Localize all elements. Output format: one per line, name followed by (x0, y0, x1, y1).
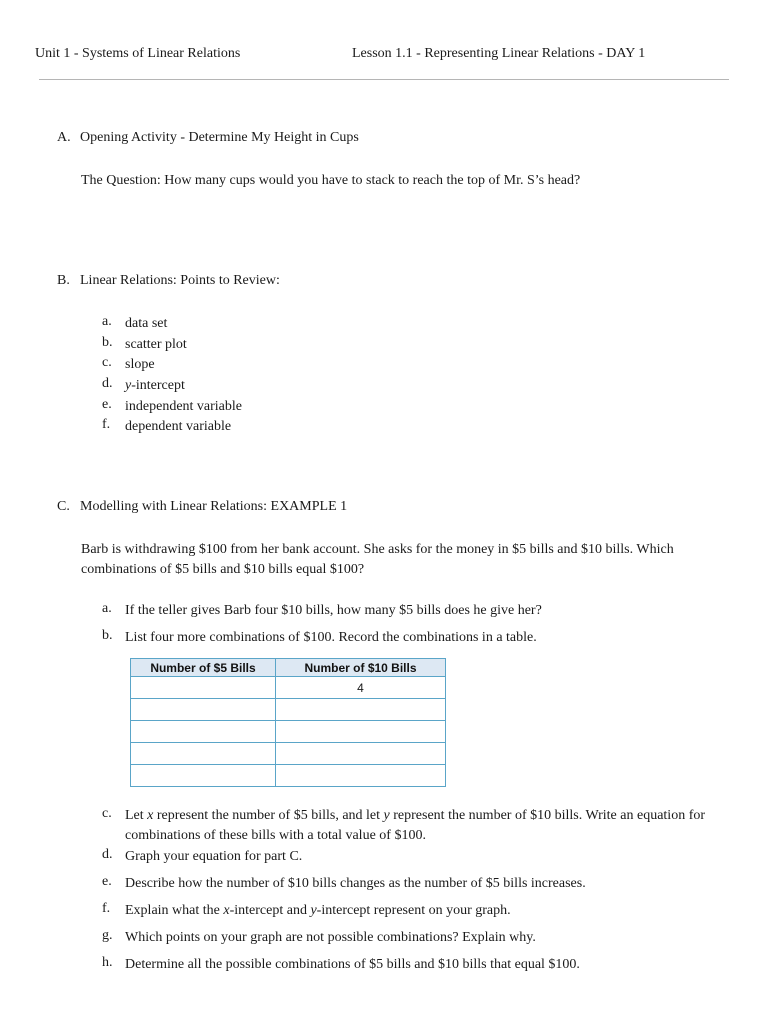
list-text (125, 376, 735, 396)
list-text: data set (125, 316, 168, 331)
list-label: a. (102, 601, 112, 616)
list-label: d. (102, 847, 113, 862)
table-row (131, 677, 446, 699)
example-intro: Barb is withdrawing $100 from her bank account. She asks for the money in $5 bills and $10 bills. Which combinations of $5 bills and $10 bills equal $100? (81, 542, 674, 577)
list-label: e. (102, 874, 112, 889)
list-label: f. (102, 901, 111, 916)
column-header-5-bills: Number of $5 Bills (131, 659, 276, 677)
list-label: f. (102, 417, 111, 432)
table-row (131, 765, 446, 787)
list-text: scatter plot (125, 337, 187, 352)
list-text: slope (125, 357, 155, 372)
column-header-10-bills: Number of $10 Bills (276, 659, 446, 677)
text-part: represent the number of $10 bills. Write an equation for combinations of these bills with a total value of $100. (125, 808, 706, 843)
opening-question: The Question: How many cups would you have to stack to reach the top of Mr. S’s head? (81, 173, 581, 188)
table-header-row (131, 659, 446, 677)
list-text (125, 806, 735, 846)
list-label: a. (102, 314, 112, 329)
variable-x: x (223, 903, 230, 918)
list-text (125, 901, 735, 921)
list-text: independent variable (125, 399, 243, 414)
section-title: Linear Relations: Points to Review: (80, 273, 280, 288)
table-row (131, 699, 446, 721)
list-text: Which points on your graph are not possible combinations? Explain why. (125, 930, 536, 945)
table-cell[interactable] (276, 765, 446, 787)
list-label: h. (102, 955, 113, 970)
header-divider (39, 79, 729, 80)
list-label: b. (102, 628, 113, 643)
list-text: dependent variable (125, 419, 232, 434)
table-cell[interactable] (131, 721, 276, 743)
table-cell[interactable] (131, 677, 276, 699)
table-cell[interactable]: 4 (276, 677, 446, 699)
section-letter: C. (57, 499, 70, 514)
list-text: Determine all the possible combinations of $5 bills and $10 bills that equal $100. (125, 957, 580, 972)
lesson-title: Lesson 1.1 - Representing Linear Relations - DAY 1 (352, 46, 646, 61)
list-label: d. (102, 376, 113, 391)
table-row (131, 721, 446, 743)
list-text-rest: -intercept (131, 378, 185, 393)
section-title: Opening Activity - Determine My Height in Cups (80, 130, 359, 145)
table-cell[interactable] (131, 699, 276, 721)
unit-title: Unit 1 - Systems of Linear Relations (35, 46, 241, 61)
section-title: Modelling with Linear Relations: EXAMPLE 1 (80, 499, 348, 514)
section-letter: A. (57, 130, 71, 145)
text-part: -intercept and (229, 903, 311, 918)
text-part: represent the number of $5 bills, and let (153, 808, 384, 823)
variable-y: y (383, 808, 390, 823)
combinations-table (130, 658, 446, 787)
list-label: c. (102, 355, 112, 370)
section-letter: B. (57, 273, 70, 288)
table-cell[interactable] (276, 699, 446, 721)
table-cell[interactable] (276, 743, 446, 765)
list-label: c. (102, 806, 112, 821)
variable-y: y (310, 903, 317, 918)
variable-x: x (147, 808, 154, 823)
list-text: Graph your equation for part C. (125, 849, 303, 864)
text-part: Explain what the (125, 903, 224, 918)
text-part: Let (125, 808, 148, 823)
list-label: g. (102, 928, 113, 943)
table-cell[interactable] (131, 743, 276, 765)
list-label: b. (102, 335, 113, 350)
table-row (131, 743, 446, 765)
variable-y: y (125, 378, 132, 393)
list-text: List four more combinations of $100. Record the combinations in a table. (125, 630, 537, 645)
table-cell[interactable] (131, 765, 276, 787)
list-text: Describe how the number of $10 bills changes as the number of $5 bills increases. (125, 876, 586, 891)
list-text: If the teller gives Barb four $10 bills, how many $5 bills does he give her? (125, 603, 542, 618)
list-label: e. (102, 397, 112, 412)
text-part: -intercept represent on your graph. (316, 903, 511, 918)
page-header (35, 46, 735, 66)
table-cell[interactable] (276, 721, 446, 743)
